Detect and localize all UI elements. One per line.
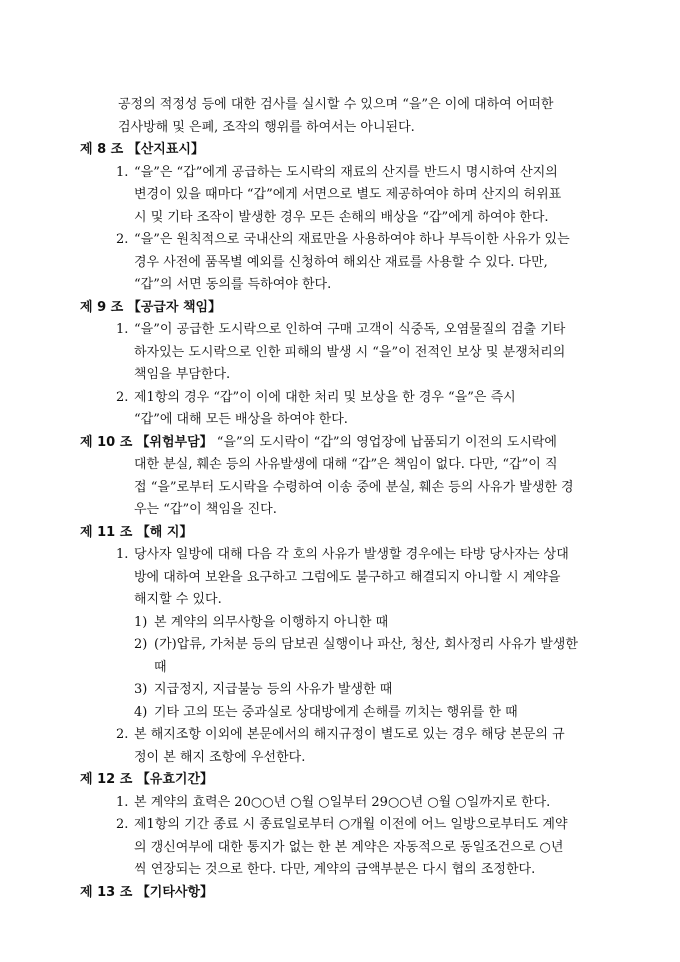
article-13-number: 제 13 조: [80, 884, 133, 900]
article-11-sub-1-number: 1): [134, 614, 148, 630]
article-8-item-2-line-2: 경우 사전에 품목별 예외를 신청하여 해외산 재료를 사용할 수 있다. 다만,: [134, 254, 548, 270]
article-11-item-1-line-2: 방에 대하여 보완을 요구하고 그럼에도 불구하고 해결되지 아니할 시 계약을: [134, 569, 561, 585]
article-11-item-1-number: 1.: [116, 547, 129, 562]
article-8-item-1-number: 1.: [116, 164, 129, 180]
article-9-item-1-line-3: 책임을 부담한다.: [134, 367, 231, 382]
article-11-sub-1-line-1: 본 계약의 의무사항을 이행하지 아니한 때: [154, 614, 389, 630]
article-12-item-2-line-3: 씩 연장되는 것으로 한다. 다만, 계약의 금액부분은 다시 협의 조정한다.: [134, 862, 536, 877]
article-10-line-2: 대한 분실, 훼손 등의 사유발생에 대해 “갑”은 책임이 없다. 다만, “갑”이 직: [134, 457, 558, 472]
article-12-heading: [80, 769, 213, 792]
article-9-title: 【공급자 책임】: [127, 299, 222, 315]
article-11-title: 【해 지】: [136, 524, 193, 540]
article-10-line-3: 접 “을”로부터 도시락을 수령하여 이송 중에 분실, 훼손 등의 사유가 발생한 경: [134, 479, 574, 495]
article-11-sub-2-line-2: 때: [154, 659, 167, 675]
article-11-item-2-line-2: 정이 본 해지 조항에 우선한다.: [134, 749, 306, 765]
article-10-line-4: 우는 “갑”이 책임을 진다.: [134, 502, 277, 517]
article-10-line-1: [80, 432, 557, 455]
article-8-number: 제 8 조: [80, 142, 124, 157]
article-12-number: 제 12 조: [80, 772, 133, 787]
article-12-item-2-line-1: 제1항의 기간 종료 시 종료일로부터 ○개월 이전에 어느 일방으로부터도 계약: [134, 817, 568, 832]
article-8-item-2-number: 2.: [116, 232, 129, 247]
article-13-title: 【기타사항】: [136, 884, 214, 900]
article-11-sub-2-line-1: (가)압류, 가처분 등의 담보권 실행이나 파산, 청산, 회사정리 사유가 발생한: [154, 637, 578, 652]
article-11-sub-3-line-1: 지급정지, 지급불능 등의 사유가 발생한 때: [154, 682, 393, 697]
article-11-item-1-line-3: 해지할 수 있다.: [134, 592, 222, 607]
article-13-heading: [80, 882, 213, 905]
article-10-number: 제 10 조: [80, 434, 133, 450]
article-9-item-1-line-1: “을”이 공급한 도시락으로 인하여 구매 고객이 식중독, 오염물질의 검출 기타: [134, 322, 566, 337]
article-12-title: 【유효기간】: [136, 772, 214, 787]
article-10-title: 【위험부담】: [136, 434, 213, 450]
article-9-item-1-number: 1.: [116, 322, 129, 337]
article-8-heading: [80, 139, 204, 162]
article-10-text-1: “을”의 도시락이 “갑”의 영업장에 납품되기 이전의 도시락에: [216, 434, 557, 450]
article-11-item-2-number: 2.: [116, 727, 129, 742]
article-9-heading: [80, 297, 221, 320]
article-12-item-2-number: 2.: [116, 817, 129, 832]
article-11-item-2-line-1: 본 해지조항 이외에 본문에서의 해지규정이 별도로 있는 경우 해당 본문의 규: [134, 727, 565, 742]
article-12-item-1-number: 1.: [116, 794, 129, 810]
intro-line-1: 공정의 적정성 등에 대한 검사를 실시할 수 있으며 “을”은 이에 대하여 어떠한: [118, 97, 554, 112]
article-11-number: 제 11 조: [80, 524, 133, 540]
article-9-item-2-line-1: 제1항의 경우 “갑”이 이에 대한 처리 및 보상을 한 경우 “을”은 즉시: [134, 389, 516, 405]
article-8-item-2-line-1: “을”은 원칙적으로 국내산의 재료만을 사용하여야 하나 부득이한 사유가 있는: [134, 232, 570, 247]
article-9-number: 제 9 조: [80, 299, 124, 315]
article-12-item-2-line-2: 의 갱신여부에 대한 통지가 없는 한 본 계약은 자동적으로 동일조건으로 ○년: [134, 839, 564, 855]
article-12-item-1-line-1: 본 계약의 효력은 20○○년 ○월 ○일부터 29○○년 ○월 ○일까지로 한다.: [134, 794, 551, 810]
intro-line-2: 검사방해 및 은폐, 조작의 행위를 하여서는 아니된다.: [118, 119, 415, 135]
article-11-item-1-line-1: 당사자 일방에 대해 다음 각 호의 사유가 발생할 경우에는 타방 당사자는 상대: [134, 547, 569, 562]
article-11-sub-4-line-1: 기타 고의 또는 중과실로 상대방에게 손해를 끼치는 행위를 한 때: [154, 704, 518, 720]
article-8-title: 【산지표시】: [127, 142, 204, 157]
article-9-item-2-line-2: “갑”에 대해 모든 배상을 하여야 한다.: [134, 412, 348, 427]
article-11-sub-2-number: 2): [134, 637, 148, 652]
article-8-item-1-line-3: 시 및 기타 조작이 발생한 경우 모든 손해의 배상을 “갑”에게 하여야 한다.: [134, 209, 549, 225]
article-11-sub-3-number: 3): [134, 682, 148, 697]
article-9-item-1-line-2: 하자있는 도시락으로 인한 피해의 발생 시 “을”이 전적인 보상 및 분쟁처리의: [134, 344, 566, 360]
article-9-item-2-number: 2.: [116, 389, 129, 405]
article-11-sub-4-number: 4): [134, 704, 148, 720]
article-8-item-1-line-1: “을”은 “갑”에게 공급하는 도시락의 재료의 산지를 반드시 명시하여 산지의: [134, 164, 558, 180]
article-8-item-1-line-2: 변경이 있을 때마다 “갑”에게 서면으로 별도 제공하여야 하며 산지의 허위표: [134, 187, 562, 202]
article-11-heading: [80, 522, 192, 545]
article-8-item-2-line-3: “갑”의 서면 동의를 득하여야 한다.: [134, 277, 332, 292]
